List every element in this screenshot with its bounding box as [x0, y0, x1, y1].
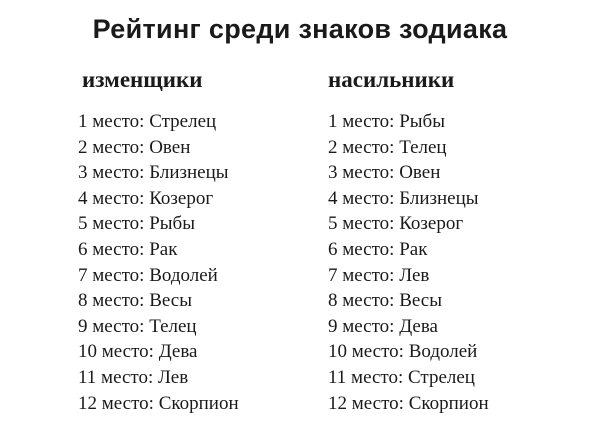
- rank-word: место:: [101, 392, 154, 414]
- column-heading-abusers: насильники: [328, 67, 455, 92]
- zodiac-sign: Рыбы: [399, 111, 445, 132]
- rank-number: 11: [78, 366, 97, 388]
- list-item: [78, 263, 328, 289]
- rank-number: 12: [328, 392, 347, 414]
- zodiac-sign: Рак: [149, 238, 178, 260]
- ranking-columns: [0, 67, 600, 416]
- rank-word: место:: [342, 187, 395, 209]
- column-heading-cheaters: изменщики: [82, 67, 203, 92]
- list-item: [78, 160, 328, 186]
- rank-number: 10: [328, 341, 347, 363]
- list-item: [328, 160, 578, 186]
- list-item: [328, 186, 578, 212]
- rank-number: 6: [78, 238, 88, 260]
- list-item: [328, 288, 578, 314]
- rank-number: 9: [78, 315, 88, 337]
- rank-list-cheaters: [78, 109, 328, 416]
- zodiac-sign: Весы: [149, 290, 192, 312]
- rank-word: место:: [92, 111, 145, 132]
- rank-word: место:: [351, 366, 404, 388]
- zodiac-sign: Скорпион: [408, 392, 489, 414]
- list-item: [78, 109, 328, 135]
- list-item: [328, 237, 578, 263]
- rank-word: место:: [92, 264, 145, 286]
- list-item: [78, 339, 328, 365]
- rank-word: место:: [342, 290, 395, 312]
- rank-number: 2: [328, 136, 338, 158]
- zodiac-sign: Стрелец: [408, 366, 475, 388]
- zodiac-sign: Водолей: [149, 264, 218, 286]
- rank-number: 8: [78, 290, 88, 312]
- list-item: [328, 263, 578, 289]
- rank-word: место:: [101, 366, 154, 388]
- list-item: [328, 339, 578, 365]
- rank-number: 5: [78, 213, 88, 235]
- ranking-column-cheaters: [78, 67, 328, 416]
- rank-number: 1: [328, 111, 338, 132]
- zodiac-sign: Лев: [399, 264, 430, 286]
- list-item: [328, 365, 578, 391]
- zodiac-sign: Овен: [399, 162, 441, 184]
- list-item: [78, 288, 328, 314]
- zodiac-sign: Козерог: [149, 187, 214, 209]
- zodiac-sign: Телец: [149, 315, 197, 337]
- zodiac-sign: Овен: [149, 136, 191, 158]
- rank-number: 10: [78, 341, 97, 363]
- rank-word: место:: [342, 315, 395, 337]
- rank-number: 7: [328, 264, 338, 286]
- rank-number: 2: [78, 136, 88, 158]
- rank-word: место:: [342, 238, 395, 260]
- list-item: [328, 109, 578, 135]
- rank-number: 1: [78, 111, 88, 132]
- list-item: [328, 135, 578, 161]
- rank-number: 8: [328, 290, 338, 312]
- rank-word: место:: [342, 264, 395, 286]
- zodiac-sign: Скорпион: [158, 392, 239, 414]
- list-item: [78, 237, 328, 263]
- rank-number: 5: [328, 213, 338, 235]
- rank-number: 11: [328, 366, 347, 388]
- rank-word: место:: [92, 315, 145, 337]
- rank-word: место:: [101, 341, 154, 363]
- rank-number: 4: [328, 187, 338, 209]
- zodiac-sign: Лев: [158, 366, 189, 388]
- rank-word: место:: [351, 392, 404, 414]
- list-item: [78, 391, 328, 417]
- rank-word: место:: [92, 162, 145, 184]
- list-item: [78, 135, 328, 161]
- rank-word: место:: [342, 162, 395, 184]
- rank-word: место:: [92, 213, 145, 235]
- list-item: [78, 365, 328, 391]
- rank-word: место:: [342, 213, 395, 235]
- rank-word: место:: [92, 136, 145, 158]
- rank-word: место:: [92, 238, 145, 260]
- rank-number: 3: [78, 162, 88, 184]
- rank-list-abusers: [328, 109, 578, 416]
- rank-number: 9: [328, 315, 338, 337]
- zodiac-sign: Дева: [399, 315, 438, 337]
- rank-word: место:: [342, 111, 395, 132]
- zodiac-sign: Козерог: [399, 213, 464, 235]
- list-item: [78, 186, 328, 212]
- rank-word: место:: [92, 290, 145, 312]
- rank-word: место:: [351, 341, 404, 363]
- rank-number: 4: [78, 187, 88, 209]
- zodiac-sign: Рыбы: [149, 213, 195, 235]
- zodiac-sign: Близнецы: [399, 187, 479, 209]
- zodiac-sign: Близнецы: [149, 162, 229, 184]
- list-item: [78, 314, 328, 340]
- rank-number: 6: [328, 238, 338, 260]
- page-title: Рейтинг среди знаков зодиака: [92, 14, 508, 44]
- rank-word: место:: [342, 136, 395, 158]
- zodiac-sign: Стрелец: [149, 111, 217, 132]
- rank-number: 7: [78, 264, 88, 286]
- zodiac-sign: Телец: [399, 136, 447, 158]
- zodiac-sign: Весы: [399, 290, 442, 312]
- list-item: [328, 314, 578, 340]
- list-item: [328, 391, 578, 417]
- rank-number: 3: [328, 162, 338, 184]
- zodiac-sign: Дева: [158, 341, 198, 363]
- rank-number: 12: [78, 392, 97, 414]
- rank-word: место:: [92, 187, 145, 209]
- zodiac-sign: Рак: [399, 238, 428, 260]
- list-item: [78, 211, 328, 237]
- list-item: [328, 211, 578, 237]
- zodiac-sign: Водолей: [408, 341, 478, 363]
- ranking-column-abusers: [328, 67, 578, 416]
